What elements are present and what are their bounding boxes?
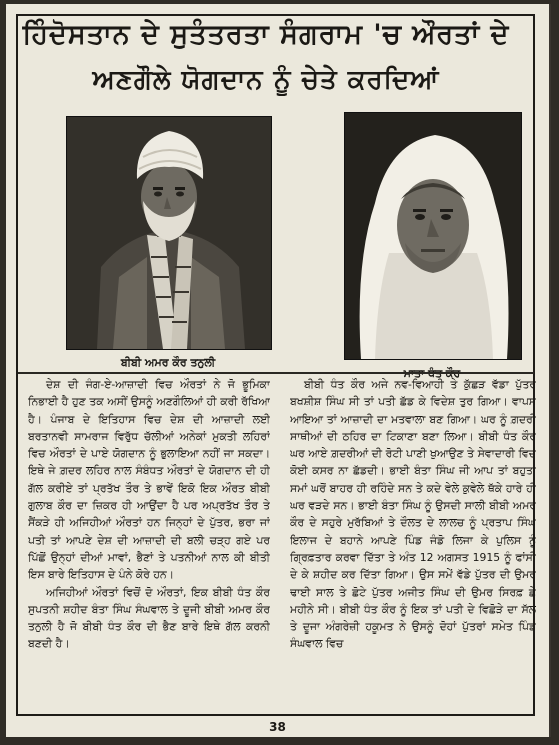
paragraph: ਅਜਿਹੀਆਂ ਔਰਤਾਂ ਵਿਚੋਂ ਦੋ ਔਰਤਾਂ, ਇਕ ਬੀਬੀ ਧੰਤ ਕੌਰ ਸੁਪਤਨੀ ਸ਼ਹੀਦ ਬੰਤਾ ਸਿੰਘ ਸੰਘਵਾਲ ਤੇ ਦੂਜੀ ਬੀਬੀ ਅਮਰ ਕੌਰ ਤਨੁਲੀ ਹੈ ਜੋ ਬੀਬੀ ਧੰਤ ਕੌਰ ਦੀ ਭੈਣ ਬਾਰੇ ਇਥੇ ਗੱਲ ਕਰਨੀ ਬਣਦੀ ਹੈ। <box>28 585 270 651</box>
section-divider <box>18 372 534 374</box>
article-column-right <box>290 376 536 714</box>
page-number: 38 <box>269 720 286 734</box>
paragraph: ਦੇਸ਼ ਦੀ ਜੰਗ-ਏ-ਆਜ਼ਾਦੀ ਵਿਚ ਔਰਤਾਂ ਨੇ ਜੋ ਭੂਮਿਕਾ ਨਿਭਾਈ ਹੈ ਹੁਣ ਤਕ ਅਸੀਂ ਉਸਨੂੰ ਅਣਗੌਲਿਆਂ ਹੀ ਕਰੀ ਰੱਖਿਆ ਹੈ। ਪੰਜਾਬ ਦੇ ਇਤਿਹਾਸ ਵਿਚ ਦੇਸ਼ ਦੀ ਆਜ਼ਾਦੀ ਲਈ ਬਰਤਾਨਵੀ ਸਾਮਰਾਜ ਵਿਰੁੱਧ ਚੱਲੀਆਂ ਅਨੇਕਾਂ ਮੁਕਤੀ ਲਹਿਰਾਂ ਵਿਚ ਔਰਤਾਂ ਦੇ ਪਾਏ ਯੋਗਦਾਨ ਨੂੰ ਭੁਲਾਇਆ ਨਹੀਂ ਜਾ ਸਕਦਾ। ਇਥੇ ਜੇ ਗ਼ਦਰ ਲਹਿਰ ਨਾਲ ਸੰਬੰਧਤ ਔਰਤਾਂ ਦੇ ਯੋਗਦਾਨ ਦੀ ਹੀ ਗੱਲ ਕਰੀਏ ਤਾਂ ਪ੍ਰਤੱਖ ਤੌਰ ਤੇ ਭਾਵੇਂ ਇਕੋ ਇਕ ਔਰਤ ਬੀਬੀ ਗੁਲਾਬ ਕੌਰ ਦਾ ਜ਼ਿਕਰ ਹੀ ਆਉਂਦਾ ਹੈ ਪਰ ਅਪ੍ਰਤੱਖ ਤੌਰ ਤੇ ਸੈਂਕੜੇ ਹੀ ਅਜਿਹੀਆਂ ਔਰਤਾਂ ਹਨ ਜਿਨ੍ਹਾਂ ਦੇ ਪੁੱਤਰ, ਭਰਾ ਜਾਂ ਪਤੀ ਤਾਂ ਆਪਣੇ ਦੇਸ਼ ਦੀ ਆਜ਼ਾਦੀ ਦੀ ਬਲੀ ਚੜ੍ਹ ਗਏ ਪਰ ਪਿੱਛੋਂ ਉਨ੍ਹਾਂ ਦੀਆਂ ਮਾਵਾਂ, ਭੈਣਾਂ ਤੇ ਪਤਨੀਆਂ ਨਾਲ ਕੀ ਬੀਤੀ ਇਸ ਬਾਰੇ ਇਤਿਹਾਸ ਦੇ ਪੰਨੇ ਕੋਰੇ ਹਨ। <box>28 378 270 582</box>
portrait-man-turban-image <box>67 117 271 349</box>
article-title-line-2: ਅਣਗੌਲੇ ਯੋਗਦਾਨ ਨੂੰ ਚੇਤੇ ਕਰਦਿਆਂ <box>92 65 440 95</box>
article-column-left <box>28 376 270 706</box>
photo-caption-left: ਬੀਬੀ ਅਮਰ ਕੌਰ ਤਨੁਲੀ <box>120 356 216 369</box>
magazine-page <box>6 4 549 737</box>
article-title-line-1: ਹਿੰਦੋਸਤਾਨ ਦੇ ਸੁਤੰਤਰਤਾ ਸੰਗਰਾਮ 'ਚ ਔਰਤਾਂ ਦੇ <box>22 19 510 50</box>
portrait-woman-veil-image <box>345 113 521 359</box>
photo-dhant-kaur <box>344 112 522 360</box>
photo-amar-kaur <box>66 116 272 350</box>
paragraph: ਬੀਬੀ ਧੰਤ ਕੌਰ ਅਜੇ ਨਵ-ਵਿਆਹੀ ਤੇ ਕੁੱਛੜ ਵੱਡਾ ਪੁੱਤਰ ਬਖਸ਼ੀਸ਼ ਸਿੰਘ ਸੀ ਤਾਂ ਪਤੀ ਛੱਡ ਕੇ ਵਿਦੇਸ਼ ਤੁਰ ਗਿਆ। ਵਾਪਸ ਆਇਆ ਤਾਂ ਆਜ਼ਾਦੀ ਦਾ ਮਤਵਾਲਾ ਬਣ ਗਿਆ। ਘਰ ਨੂੰ ਗ਼ਦਰੀ ਸਾਥੀਆਂ ਦੀ ਠਹਿਰ ਦਾ ਟਿਕਾਣਾ ਬਣਾ ਲਿਆ। ਬੀਬੀ ਧੰਤ ਕੌਰ ਘਰ ਆਏ ਗ਼ਦਰੀਆਂ ਦੀ ਰੋਟੀ ਪਾਣੀ ਖੁਆਉਣ ਤੇ ਸੇਵਾਦਾਰੀ ਵਿਚ ਕੋਈ ਕਸਰ ਨਾ ਛੱਡਦੀ। ਭਾਈ ਬੰਤਾ ਸਿੰਘ ਜੀ ਆਪ ਤਾਂ ਬਹੁਤਾ ਸਮਾਂ ਘਰੋਂ ਬਾਹਰ ਹੀ ਰਹਿੰਦੇ ਸਨ ਤੇ ਕਦੇ ਵੇਲੇ ਕੁਵੇਲੇ ਥੱਕੇ ਹਾਰੇ ਹੀ ਘਰ ਵੜਦੇ ਸਨ। ਭਾਈ ਬੰਤਾ ਸਿੰਘ ਨੂੰ ਉਸਦੀ ਸਾਲੀ ਬੀਬੀ ਅਮਰ ਕੌਰ ਦੇ ਸਹੁਰੇ ਮੁਰੱਬਿਆਂ ਤੇ ਦੌਲਤ ਦੇ ਲਾਲਚ ਨੂੰ ਪ੍ਰਤਾਪ ਸਿੰਘ ਇਲਾਜ ਦੇ ਬਹਾਨੇ ਆਪਣੇ ਪਿੰਡ ਜੰਡੋ ਲਿਜਾ ਕੇ ਪੁਲਿਸ ਨੂੰ ਗ੍ਰਿਫ਼ਤਾਰ ਕਰਵਾ ਦਿੱਤਾ ਤੇ ਅੰਤ 12 ਅਗਸਤ 1915 ਨੂੰ ਫਾਂਸੀ ਦੇ ਕੇ ਸ਼ਹੀਦ ਕਰ ਦਿੱਤਾ ਗਿਆ। ਉਸ ਸਮੇਂ ਵੱਡੇ ਪੁੱਤਰ ਦੀ ਉਮਰ ਢਾਈ ਸਾਲ ਤੇ ਛੋਟੇ ਪੁੱਤਰ ਅਜੀਤ ਸਿੰਘ ਦੀ ਉਮਰ ਸਿਰਫ਼ ਛੇ ਮਹੀਨੇ ਸੀ। ਬੀਬੀ ਧੰਤ ਕੌਰ ਨੂੰ ਇਕ ਤਾਂ ਪਤੀ ਦੇ ਵਿਛੋੜੇ ਦਾ ਸੱਲ ਤੇ ਦੂਜਾ ਅੰਗਰੇਜ਼ੀ ਹਕੂਮਤ ਨੇ ਉਸਨੂੰ ਦੋਹਾਂ ਪੁੱਤਰਾਂ ਸਮੇਤ ਪਿੰਡ ਸੰਘਵਾਲ ਵਿਚ <box>290 378 536 651</box>
